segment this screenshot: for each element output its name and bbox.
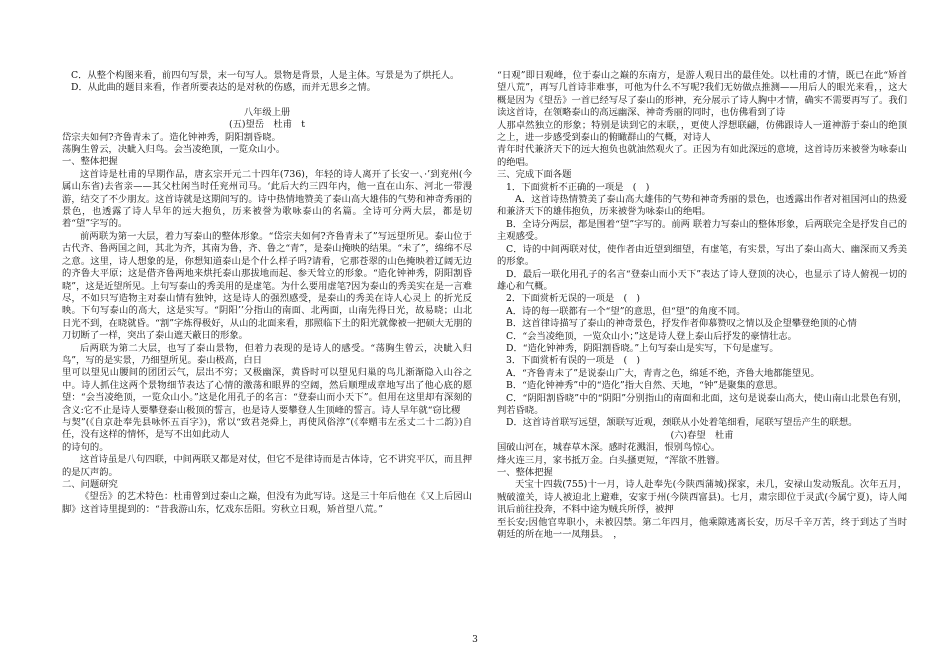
poem-title: (六)春望 杜甫 bbox=[670, 429, 734, 441]
question-option: D．这首诗首联写远望，颔联写近观，颈联从小处着笔细看，尾联写望岳产生的联想。 bbox=[506, 417, 858, 429]
body-paragraph: 这首诗虽是八句四联，中间两联又都是对仗，但它不是律诗而是古体诗，它不讲究平仄，而且押的是仄声韵。 bbox=[62, 454, 472, 478]
question-3: 3．下面赏析有误的一项是 ( ) bbox=[506, 355, 641, 367]
question-option: C．诗的中间两联对仗，使作者由近望到细望，有虚笔，有实景，写出了泰山高大、幽深而又秀美的形象。 bbox=[497, 243, 907, 268]
question-option: B．全诗分两层，都是围着“望”字写的。前两 联着力写泰山的整体形象，后两联完全是抒发自己的主观感受。 bbox=[497, 218, 907, 243]
subsection-heading: 一、整体把握 bbox=[497, 467, 553, 478]
question-option: A．这首诗热情赞美了泰山高大雄伟的气势和神奇秀丽的景色，也透露出作者对祖国河山的热爱和兼济天下的雄伟抱负，历来被誉为咏泰山的绝唱。 bbox=[497, 194, 907, 218]
subsection-heading: 二、问题研究 bbox=[62, 479, 118, 490]
question-option: C．“阴阳割昏晓”中的“阴阳”分别指山的南面和北面，这句是说泰山高大，使山南山北景色有别，判若昏晓。 bbox=[497, 392, 907, 416]
section-heading: 八年级上册 bbox=[243, 106, 291, 118]
poem-line: 国破山河在，城春草木深。感时花溅泪，恨别鸟惊心。 bbox=[497, 442, 721, 454]
page-number: 3 bbox=[472, 635, 478, 645]
body-paragraph: 的诗句的。 bbox=[62, 441, 109, 453]
body-paragraph: 青年时代兼济天下的远大抱负也就油然观火了。正因为有如此深远的意境，这首诗历来被誉为咏泰山的绝唱。 bbox=[497, 144, 907, 168]
body-paragraph: 至长安;因他官卑职小，未被囚禁。第二年四月，他乘隙逃离长安，历尽千辛万苦，终于到达了当时朝廷的所在地一一凤翔县。 ， bbox=[497, 516, 907, 541]
body-paragraph: 《望岳》的艺术特色：杜甫曾到过泰山之巅，但没有为此写诗。这是三十年后他在《又上后园山脚》这首诗里提到的：“昔我游山东，忆戏东岳阳。穷秋立日观，矫首望八荒。” bbox=[62, 491, 472, 515]
poem-line: 荡胸生曾云，决眦入归鸟。会当凌绝顶，一览众山小。 bbox=[62, 144, 286, 156]
option-d-paragraph: D．从此曲的题目来看，作者所要表达的是对秋的伤感，而并无思乡之情。 bbox=[71, 82, 376, 94]
body-paragraph: 里可以望见山腰间的团团云气，层出不穷；又极幽深，黄昏时可以望见归巢的鸟儿渐渐隐入山谷之中。诗人抓住这两个景物细节表达了心情的激荡和眼界的空阔，然后顺理成章地写出了他心底的愿望：“会当凌绝顶，一览众山小。”这是化用孔子的名言：“登泰山而小天下”。但用在这里却有深刻的含义:它不止是诗人要攀登泰山极顶的誓言，也是诗人要攀登人生顶峰的誓言。诗人早年就“窃比稷 bbox=[62, 367, 472, 416]
body-paragraph: “日观”即日观峰，位于泰山之巅的东南方，是游人观日出的最佳处。以杜甫的才情，既已在此“矫首望八荒”，再写几首诗非难事，可他为什么不写呢?我们无妨做点推测——用后人的眼光来看，，这大概是因为《望岳》一首已经写尽了泰山的形神，充分展示了诗人胸中才情，确实不需要再写了。我们读这首诗，在领略泰山的高远幽深、神奇秀丽的同时，也仿佛看到了诗 bbox=[497, 70, 907, 119]
question-option: D．“造化钟神秀，阴阳割昏晓。”上句写泰山是实写，下句是虚写。 bbox=[506, 342, 779, 354]
subsection-heading: 三、完成下面各题 bbox=[497, 169, 572, 181]
question-option: D．最后一联化用孔子的名言“登泰山而小天下”表达了诗人登顶的决心，也显示了诗人俯视一切的雄心和气概。 bbox=[497, 268, 907, 292]
poem-line: 岱宗夫如何?齐鲁青未了。造化钟神秀，阴阳割昏晓。 bbox=[62, 131, 281, 143]
question-1: 1．下面赏析不正确的一项是 ( ) bbox=[506, 181, 650, 193]
poem-title: (五)望岳 杜甫 t bbox=[228, 119, 306, 131]
body-paragraph: 这首诗是杜甫的早期作品，唐玄宗开元二十四年(736)，年轻的诗人离开了长安一、·’到兖州(今属山东省)去省亲——其父杜闲当时任兖州司马。‘此后大约三四年内，他一直在山东、河北一带漫游，结交了不少朋友。这首诗就是这期间写的。诗中热情地赞美了泰山高大雄伟的气势和神奇秀丽的景色，也透露了诗人早年的远大抱负，历来被誉为歌咏泰山的名篇。全诗可分两大层，都是切着“望”字写的。 bbox=[62, 168, 472, 230]
blank-line bbox=[62, 95, 472, 107]
question-option: B．“造化钟神秀”中的“造化”指大自然、天地，“钟”是聚集的意思。 bbox=[506, 380, 784, 392]
body-paragraph: 人那卓然独立的形象；特别是读到它的末联，，更使人浮想联翩，仿佛跟诗人一道神游于泰山的绝顶之上，进一步感受到泰山的俯瞰群山的气概，对诗人 bbox=[497, 119, 907, 144]
question-option: A．诗的每一联都有一个“望”的意思，但“望”的角度不同。 bbox=[506, 305, 746, 317]
question-option: C．“会当凌绝顶，一览众山小；”这是诗人登上泰山后抒发的豪情壮志。 bbox=[506, 330, 797, 342]
option-c-paragraph: C．从整个构图来看，前四句写景，末一句写人。景物是背景，人是主体。写景是为了烘托人。 bbox=[71, 70, 460, 81]
body-paragraph: 后两联为第二大层，也写了泰山景物，但着力表现的是诗人的感受。“荡胸生曾云，决眦入归鸟”，写的是实景，乃细望所见。泰山极高，白日 bbox=[62, 342, 472, 366]
right-column bbox=[497, 70, 907, 541]
question-option: B．这首律诗描写了泰山的神奇景色，抒发作者仰慕赞叹之情以及企望攀登绝顶的心情 bbox=[506, 318, 857, 330]
body-paragraph: 前两联为第一大层，着力写泰山的整体形象。“岱宗夫如何?齐鲁青未了”写远望所见。泰山位于古代齐、鲁两国之间，其北为齐，其南为鲁，齐、鲁之“青”，是泰山掩映的结果。“未了”，绵绵不尽之意。这里，诗人想象的是，你想知道泰山是个什么样子吗?请看，它那苍翠的山色掩映着辽阔无边的齐鲁大平原；这是借齐鲁两地来烘托泰山那拔地而起、参天耸立的形象。“造化钟神秀，阴阳割昏晓”，这是近望所见。上句写泰山的秀美用的是虚笔。为什么要用虚笔?因为泰山的秀美实在是一言难尽，不如只写造物主对泰山情有独钟，这是诗人的强烈感受，是泰山的秀美在诗人心灵上 的折光反映。下句写泰山的高大，这是实写。“阴阳’’分指山的南面、北两面，山南先得日光，故易晓；山北日光不到，在晓就昏。“割”字炼得极好，从山的北面来看，那照临下土的阳光就像被一把硕大无朋的刀切断了一样，突出了泰山遮天蔽日的形象。 bbox=[62, 230, 472, 342]
poem-line: 烽火连三月，家书抵万金。白头搔更短，“浑欲不胜簪。 bbox=[497, 454, 725, 466]
left-column bbox=[62, 70, 472, 516]
subsection-heading: 一、整体把握 bbox=[62, 156, 118, 168]
body-paragraph: 与契”(《自京赴奉先县咏怀五百字》)，常以“致君尧舜上，再使风俗淳”(《奉赠韦左丞丈二十二韵》)自任，没有这样的情怀，是写不出如此动人 bbox=[62, 416, 472, 441]
question-2: 2．下面赏析无误的一项是 ( ) bbox=[506, 293, 641, 305]
question-option: A．“齐鲁青未了”是说泰山广大，青青之色，绵延不绝，齐鲁大地都能望见。 bbox=[506, 367, 820, 379]
body-paragraph: 天宝十四载(755)十一月，诗人赴奉先(今陕西蒲城)探家，未几，安禄山发动叛乱。次年五月，贼破潼关，诗人被迫北上避难，安家于州(今陕西富县)。七月，肃宗即位于灵武(今属宁夏)，诗人闻讯后前往投奔，不料中途为贼兵所俘，被押 bbox=[497, 479, 907, 516]
